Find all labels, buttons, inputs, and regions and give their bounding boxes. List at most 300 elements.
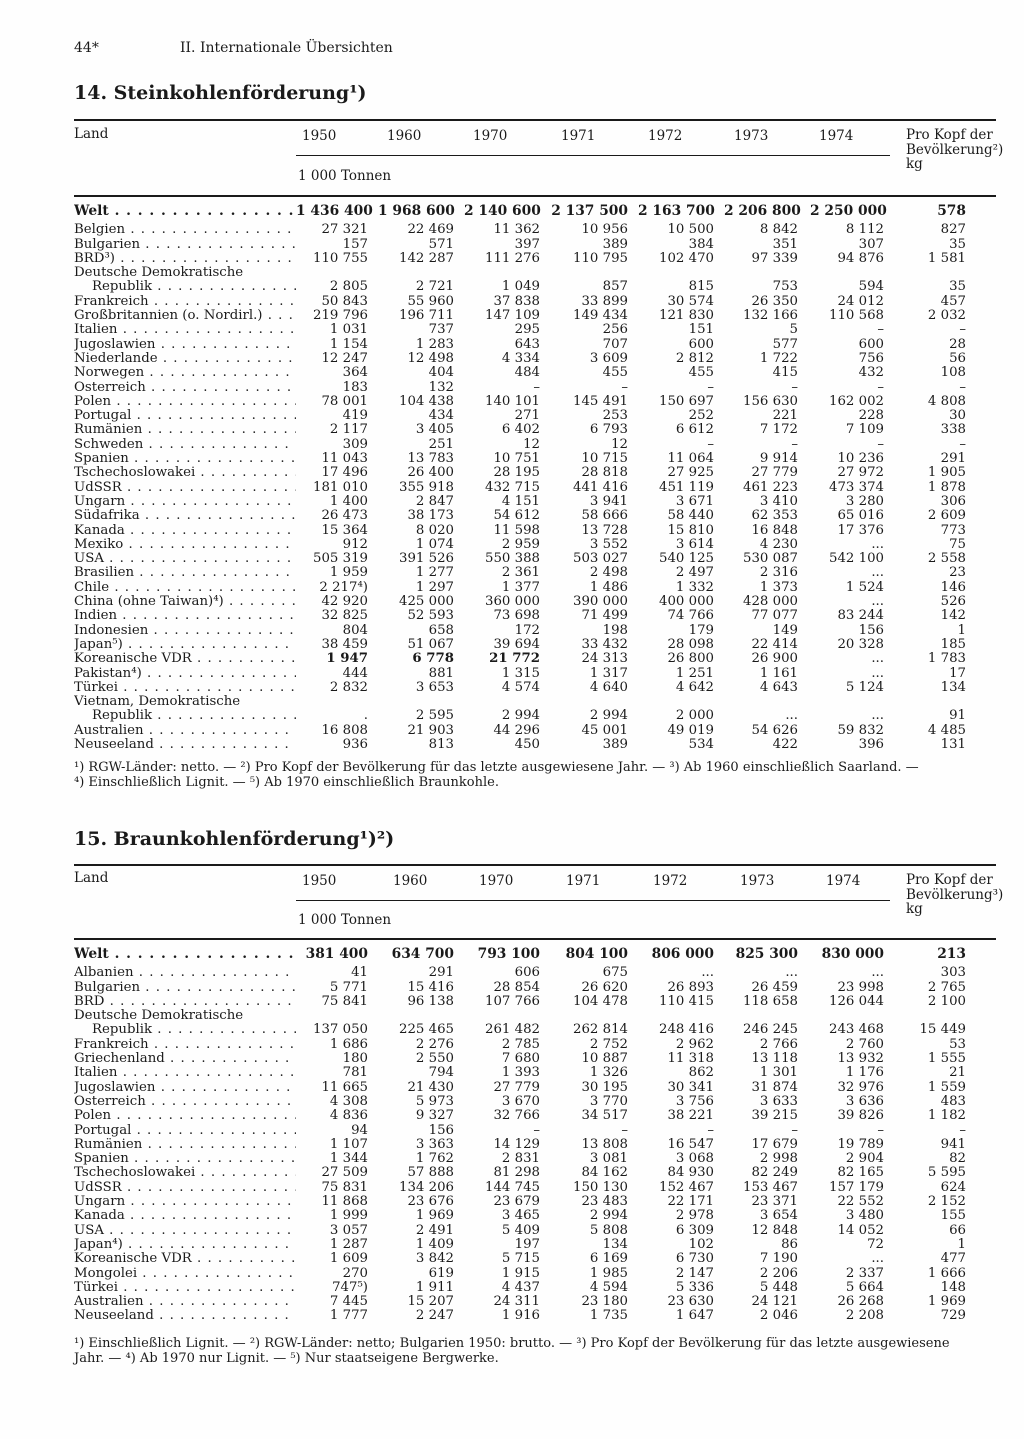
- value-cell: 14 129: [493, 1136, 540, 1152]
- value-cell: 243 468: [829, 1022, 884, 1038]
- country-cell: [74, 409, 296, 423]
- value-cell: 390 000: [573, 594, 628, 610]
- table-row: [74, 638, 996, 652]
- value-cell: 38 173: [407, 508, 454, 524]
- value-cell: 39 694: [493, 636, 540, 652]
- value-cell: 9 327: [415, 1108, 454, 1124]
- value-cell: –: [877, 1122, 884, 1138]
- value-cell: 13 118: [751, 1051, 798, 1067]
- value-cell: 2 550: [415, 1051, 454, 1067]
- value-cell: 23 371: [751, 1194, 798, 1210]
- table-row: [74, 338, 996, 352]
- leader-dots: [146, 1095, 296, 1109]
- per-capita-cell: 1 878: [927, 479, 966, 495]
- value-cell: 26 893: [667, 979, 714, 995]
- value-cell: 4 437: [501, 1279, 540, 1295]
- value-cell: 2 498: [589, 565, 628, 581]
- value-cell: 27 509: [321, 1165, 368, 1181]
- value-cell: 5 715: [501, 1251, 540, 1267]
- value-cell: 81 298: [493, 1165, 540, 1181]
- value-cell: 3 405: [415, 422, 454, 438]
- value-cell: ...: [871, 565, 884, 581]
- value-cell: 10 956: [581, 222, 628, 238]
- value-cell: 24 313: [581, 651, 628, 667]
- value-cell: 3 552: [589, 536, 628, 552]
- country-cell: [74, 1009, 296, 1023]
- value-cell: 862: [688, 1065, 714, 1081]
- leader-dots: [122, 1181, 296, 1195]
- per-capita-cell: 624: [940, 1179, 966, 1195]
- country-label: Jugoslawien: [74, 337, 156, 352]
- value-cell: 3 670: [501, 1093, 540, 1109]
- value-cell: .: [363, 708, 368, 724]
- country-cell: [74, 1038, 296, 1052]
- value-cell: 2 832: [329, 679, 368, 695]
- leader-dots: [104, 1224, 296, 1238]
- value-cell: 3 614: [675, 536, 714, 552]
- country-cell: [74, 1066, 296, 1080]
- country-label: Belgien: [74, 223, 126, 238]
- per-capita-cell: 2 609: [927, 508, 966, 524]
- table-row: [74, 667, 996, 681]
- value-cell: 2 137 500: [551, 203, 628, 219]
- value-cell: 6 402: [501, 422, 540, 438]
- value-cell: 4 642: [675, 679, 714, 695]
- value-cell: 10 236: [837, 451, 884, 467]
- value-cell: 126 044: [829, 993, 884, 1009]
- table-row: [74, 709, 996, 723]
- table-14-header-year: 1950: [302, 128, 337, 144]
- value-cell: 21 903: [407, 722, 454, 738]
- per-capita-cell: 291: [940, 451, 966, 467]
- country-cell: [74, 1224, 296, 1238]
- value-cell: 3 654: [759, 1208, 798, 1224]
- table-row: [74, 395, 996, 409]
- value-cell: 2 337: [845, 1265, 884, 1281]
- value-cell: 2 147: [675, 1265, 714, 1281]
- value-cell: 110 568: [829, 308, 884, 324]
- value-cell: 121 830: [659, 308, 714, 324]
- value-cell: 1 609: [329, 1251, 368, 1267]
- value-cell: 24 121: [751, 1294, 798, 1310]
- value-cell: 1 409: [415, 1236, 454, 1252]
- value-cell: 2 904: [845, 1151, 884, 1167]
- value-cell: 3 363: [415, 1136, 454, 1152]
- table-row: [74, 681, 996, 695]
- value-cell: 132: [428, 379, 454, 395]
- value-cell: 634 700: [391, 946, 454, 962]
- value-cell: 27 779: [751, 465, 798, 481]
- value-cell: 2 117: [329, 422, 368, 438]
- leader-dots: [111, 1109, 296, 1123]
- value-cell: ...: [785, 965, 798, 981]
- leader-dots: [142, 1138, 296, 1152]
- value-cell: –: [707, 379, 714, 395]
- country-label: Albanien: [74, 966, 134, 981]
- value-cell: 422: [772, 736, 798, 752]
- value-cell: 360 000: [485, 594, 540, 610]
- value-cell: [296, 695, 378, 709]
- value-cell: 28 195: [493, 465, 540, 481]
- table-row: [74, 1081, 996, 1095]
- leader-dots: [152, 709, 296, 723]
- value-cell: 16 547: [667, 1136, 714, 1152]
- table-row: [74, 252, 996, 266]
- value-cell: 1 377: [501, 579, 540, 595]
- table-row: [74, 1009, 996, 1023]
- per-capita-cell: 303: [940, 965, 966, 981]
- per-capita-cell: 155: [940, 1208, 966, 1224]
- value-cell: 756: [858, 350, 884, 366]
- per-capita-cell: 213: [937, 946, 966, 962]
- value-cell: 132 166: [743, 308, 798, 324]
- country-cell: [74, 966, 296, 980]
- value-cell: 151: [688, 322, 714, 338]
- country-label: Welt: [74, 946, 109, 962]
- value-cell: –: [707, 436, 714, 452]
- value-cell: [810, 1009, 898, 1023]
- per-capita-cell: 2 100: [927, 993, 966, 1009]
- leader-dots: [144, 724, 296, 738]
- value-cell: 1 436 400: [296, 203, 373, 219]
- country-label: Frankreich: [74, 294, 149, 309]
- country-cell: [74, 538, 296, 552]
- value-cell: 5: [789, 322, 798, 338]
- value-cell: 3 941: [589, 493, 628, 509]
- value-cell: 1 999: [329, 1208, 368, 1224]
- value-cell: 32 766: [493, 1108, 540, 1124]
- value-cell: 6 612: [675, 422, 714, 438]
- value-cell: 2 491: [415, 1222, 454, 1238]
- table-row: [74, 966, 996, 980]
- country-cell: [74, 943, 296, 966]
- value-cell: 5 336: [675, 1279, 714, 1295]
- table-15-header-year: 1972: [653, 873, 688, 889]
- value-cell: 3 057: [329, 1222, 368, 1238]
- table-14-header-rule: [296, 155, 890, 156]
- value-cell: 1 911: [415, 1279, 454, 1295]
- country-cell: [74, 1267, 296, 1281]
- country-label: BRD: [74, 994, 105, 1009]
- value-cell: 11 318: [667, 1051, 714, 1067]
- value-cell: 57 888: [407, 1165, 454, 1181]
- value-cell: 675: [602, 965, 628, 981]
- per-capita-cell: 338: [940, 422, 966, 438]
- table-row: [74, 1238, 996, 1252]
- country-cell: [74, 509, 296, 523]
- per-capita-cell: 21: [949, 1065, 966, 1081]
- value-cell: 1 735: [589, 1308, 628, 1324]
- value-cell: 256: [602, 322, 628, 338]
- value-cell: 815: [688, 279, 714, 295]
- value-cell: –: [791, 1122, 798, 1138]
- per-capita-cell: 75: [949, 536, 966, 552]
- value-cell: 737: [428, 322, 454, 338]
- value-cell: 1 317: [589, 665, 628, 681]
- value-cell: 1 315: [501, 665, 540, 681]
- country-label: China (ohne Taiwan)⁴): [74, 595, 224, 610]
- table-row: [74, 438, 996, 452]
- value-cell: 10 887: [581, 1051, 628, 1067]
- leader-dots: [117, 323, 296, 337]
- country-cell: [74, 1309, 296, 1323]
- table-15-header-year: 1960: [393, 873, 428, 889]
- per-capita-cell: 1: [957, 1236, 966, 1252]
- country-label: Japan⁵): [74, 637, 123, 652]
- table-row: [74, 1181, 996, 1195]
- leader-dots: [123, 638, 296, 652]
- value-cell: 351: [772, 236, 798, 252]
- value-cell: 102: [688, 1236, 714, 1252]
- value-cell: 94: [351, 1122, 368, 1138]
- country-cell: [74, 724, 296, 738]
- value-cell: 619: [428, 1265, 454, 1281]
- country-label: Kanada: [74, 523, 125, 538]
- per-capita-cell: 827: [940, 222, 966, 238]
- value-cell: 94 876: [837, 250, 884, 266]
- leader-dots: [144, 1295, 296, 1309]
- country-label: Polen: [74, 394, 112, 409]
- value-cell: ...: [871, 665, 884, 681]
- table-row: [74, 381, 996, 395]
- leader-dots: [263, 309, 297, 323]
- value-cell: 134: [602, 1236, 628, 1252]
- table-row: [74, 495, 996, 509]
- value-cell: 55 960: [407, 293, 454, 309]
- value-cell: 1 031: [329, 322, 368, 338]
- value-cell: 355 918: [399, 479, 454, 495]
- per-capita-cell: –: [959, 436, 966, 452]
- value-cell: 658: [428, 622, 454, 638]
- value-cell: 2 497: [675, 565, 714, 581]
- value-cell: 75 831: [321, 1179, 368, 1195]
- value-cell: 110 415: [659, 993, 714, 1009]
- value-cell: 270: [342, 1265, 368, 1281]
- value-cell: [550, 1009, 638, 1023]
- value-cell: 4 640: [589, 679, 628, 695]
- value-cell: 3 842: [415, 1251, 454, 1267]
- table-row: [74, 1095, 996, 1109]
- value-cell: 550 388: [485, 551, 540, 567]
- value-cell: 1 400: [329, 493, 368, 509]
- country-cell: [74, 1238, 296, 1252]
- leader-dots: [129, 1152, 296, 1166]
- value-cell: 364: [342, 365, 368, 381]
- value-cell: 144 745: [485, 1179, 540, 1195]
- value-cell: 804: [342, 622, 368, 638]
- per-capita-cell: 2 152: [927, 1194, 966, 1210]
- table-15-body-rule: [74, 938, 996, 940]
- country-cell: [74, 681, 296, 695]
- value-cell: 196 711: [399, 308, 454, 324]
- country-cell: [74, 566, 296, 580]
- value-cell: 5 664: [845, 1279, 884, 1295]
- value-cell: 13 728: [581, 522, 628, 538]
- value-cell: 59 832: [837, 722, 884, 738]
- country-cell: [74, 295, 296, 309]
- value-cell: 3 081: [589, 1151, 628, 1167]
- table-row: [74, 366, 996, 380]
- per-capita-cell: 131: [940, 736, 966, 752]
- per-capita-cell: 729: [940, 1308, 966, 1324]
- country-label: Australien: [74, 1295, 144, 1310]
- table-row: [74, 452, 996, 466]
- value-cell: 42 920: [321, 594, 368, 610]
- table-15-header-year: 1971: [566, 873, 601, 889]
- value-cell: [810, 266, 898, 280]
- table-14-header-year: 1972: [648, 128, 683, 144]
- value-cell: 49 019: [667, 722, 714, 738]
- country-label: Australien: [74, 723, 144, 738]
- country-cell: [74, 200, 296, 223]
- value-cell: 73 698: [493, 608, 540, 624]
- country-cell: [74, 381, 296, 395]
- table-row: [74, 223, 996, 237]
- value-cell: 12 848: [751, 1222, 798, 1238]
- value-cell: 107 766: [485, 993, 540, 1009]
- value-cell: 1 297: [415, 579, 454, 595]
- value-cell: 157: [342, 236, 368, 252]
- table-row: [74, 280, 996, 294]
- value-cell: –: [877, 379, 884, 395]
- value-cell: 2 361: [501, 565, 540, 581]
- value-cell: 503 027: [573, 551, 628, 567]
- value-cell: 396: [858, 736, 884, 752]
- value-cell: 152 467: [659, 1179, 714, 1195]
- value-cell: ...: [871, 594, 884, 610]
- value-cell: 793 100: [477, 946, 540, 962]
- value-cell: 110 755: [313, 250, 368, 266]
- value-cell: –: [707, 1122, 714, 1138]
- value-cell: 4 836: [329, 1108, 368, 1124]
- per-capita-cell: 148: [940, 1279, 966, 1295]
- value-cell: 50 843: [321, 293, 368, 309]
- value-cell: 1 486: [589, 579, 628, 595]
- table-row: [74, 1023, 996, 1037]
- value-cell: 37 838: [493, 293, 540, 309]
- running-head-title: II. Internationale Übersichten: [180, 40, 393, 56]
- country-cell: [74, 1209, 296, 1223]
- value-cell: –: [533, 1122, 540, 1138]
- value-cell: [378, 1009, 464, 1023]
- value-cell: 44 296: [493, 722, 540, 738]
- value-cell: 252: [688, 408, 714, 424]
- value-cell: 33 899: [581, 293, 628, 309]
- value-cell: 2 994: [589, 708, 628, 724]
- country-label: Republik: [92, 280, 153, 295]
- country-cell: [74, 1252, 296, 1266]
- leader-dots: [125, 495, 296, 509]
- value-cell: 110 795: [573, 250, 628, 266]
- value-cell: 389: [602, 736, 628, 752]
- table-15-header-year: 1970: [479, 873, 514, 889]
- value-cell: 1 762: [415, 1151, 454, 1167]
- value-cell: 62 353: [751, 508, 798, 524]
- table-row: [74, 1281, 996, 1295]
- value-cell: [724, 266, 810, 280]
- table-row: [74, 1138, 996, 1152]
- country-label: Mongolei: [74, 1266, 138, 1281]
- table-row: [74, 409, 996, 423]
- value-cell: 3 410: [759, 493, 798, 509]
- value-cell: 11 665: [321, 1079, 368, 1095]
- value-cell: 14 052: [837, 1222, 884, 1238]
- table-14-top-rule: [74, 119, 996, 121]
- value-cell: [378, 266, 464, 280]
- value-cell: 441 416: [573, 479, 628, 495]
- footnote-line: Jahr. — ⁴) Ab 1970 nur Lignit. — ⁵) Nur staatseigene Bergwerke.: [74, 1351, 499, 1366]
- value-cell: 3 633: [759, 1093, 798, 1109]
- leader-dots: [118, 1281, 296, 1295]
- value-cell: 104 438: [399, 393, 454, 409]
- leader-dots: [192, 1252, 296, 1266]
- value-cell: 2 140 600: [464, 203, 541, 219]
- country-label: Republik: [92, 1023, 153, 1038]
- per-capita-cell: 108: [940, 365, 966, 381]
- value-cell: 26 620: [581, 979, 628, 995]
- country-cell: [74, 709, 296, 723]
- country-cell: [74, 1095, 296, 1109]
- value-cell: 26 900: [751, 651, 798, 667]
- table-14-header-land: Land: [74, 126, 109, 142]
- value-cell: –: [533, 379, 540, 395]
- value-cell: 5 973: [415, 1093, 454, 1109]
- value-cell: 26 400: [407, 465, 454, 481]
- value-cell: 400 000: [659, 594, 714, 610]
- table-14: [74, 200, 996, 752]
- table-15-header-per-capita: Pro Kopf der Bevölkerung³) kg: [906, 872, 1004, 917]
- value-cell: 23 676: [407, 1194, 454, 1210]
- value-cell: 11 362: [493, 222, 540, 238]
- value-cell: 219 796: [313, 308, 368, 324]
- table-15-top-rule: [74, 864, 996, 866]
- value-cell: –: [791, 379, 798, 395]
- table-14-header-year: 1971: [561, 128, 596, 144]
- value-cell: 450: [514, 736, 540, 752]
- table-row: [74, 524, 996, 538]
- value-cell: 2 208: [845, 1308, 884, 1324]
- value-cell: [638, 266, 724, 280]
- value-cell: 1 524: [845, 579, 884, 595]
- value-cell: 11 868: [321, 1194, 368, 1210]
- table-row: [74, 695, 996, 709]
- country-cell: [74, 981, 296, 995]
- country-label: Welt: [74, 203, 109, 219]
- value-cell: 23 630: [667, 1294, 714, 1310]
- value-cell: 10 715: [581, 451, 628, 467]
- country-cell: [74, 624, 296, 638]
- per-capita-cell: 1 905: [927, 465, 966, 481]
- leader-dots: [195, 1166, 296, 1180]
- value-cell: 389: [602, 236, 628, 252]
- value-cell: 936: [342, 736, 368, 752]
- leader-dots: [117, 609, 296, 623]
- value-cell: 134 206: [399, 1179, 454, 1195]
- value-cell: 153 467: [743, 1179, 798, 1195]
- table-14-header-year: 1973: [734, 128, 769, 144]
- country-cell: [74, 552, 296, 566]
- value-cell: [296, 1009, 378, 1023]
- value-cell: 147 109: [485, 308, 540, 324]
- country-label: Portugal: [74, 409, 132, 424]
- value-cell: 22 171: [667, 1194, 714, 1210]
- value-cell: 2 000: [675, 708, 714, 724]
- table-row: [74, 981, 996, 995]
- value-cell: 2 276: [415, 1036, 454, 1052]
- footnote-line: ¹) Einschließlich Lignit. — ²) RGW-Länder: netto; Bulgarien 1950: brutto. — ³) Pro Kopf der Bevölkerung für das letzte ausgewiesene: [74, 1336, 950, 1351]
- value-cell: 23 998: [837, 979, 884, 995]
- country-cell: [74, 1166, 296, 1180]
